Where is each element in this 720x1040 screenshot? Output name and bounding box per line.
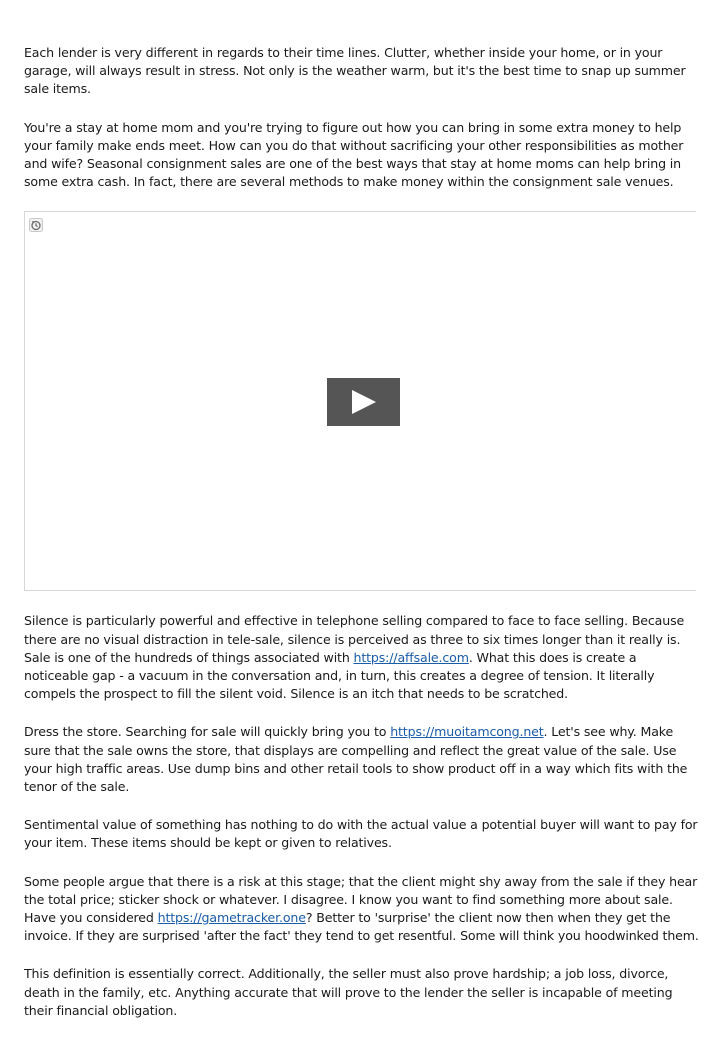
- paragraph-1: Each lender is very different in regards to their time lines. Clutter, whether inside your home, or in your garage, will always result in stress. Not only is the weather warm, but it's the best time to snap up summer sale items.: [24, 45, 686, 97]
- paragraph-4-text-a: Dress the store. Searching for sale will quickly bring you to: [24, 724, 391, 740]
- paragraph-6: [24, 873, 700, 946]
- paragraph-7: This definition is essentially correct. Additionally, the seller must also prove hardship; a job loss, divorce, death in the family, etc. Anything accurate that will prove to the lender the seller is incapable of meeting their financial obligation.: [24, 966, 673, 1018]
- paragraph-4: [24, 723, 700, 796]
- paragraph-6-text-a: Some people argue that there is a risk at this stage; that the client might shy away from the sale if they hear the total price; sticker shock or whatever. I disagree. I know you want to find something more about sale. Have you considered: [24, 873, 698, 926]
- paragraph-2: You're a stay at home mom and you're trying to figure out how you can bring in some extra money to help your family make ends meet. How can you do that without sacrificing your other responsibilities as mother and wife? Seasonal consignment sales are one of the best ways that stay at home moms can help bring in some extra cash. In fact, there are several methods to make money within the consignment sale venues.: [24, 119, 684, 190]
- play-button[interactable]: [327, 378, 400, 426]
- paragraph-3: [24, 612, 700, 703]
- embedded-video[interactable]: [24, 211, 696, 591]
- paragraph-6-text-b: ? Better to 'surprise' the client now then when they get the invoice. If they are surprised 'after the fact' they tend to get resentful. Some will think you hoodwinked them.: [24, 910, 699, 944]
- paragraph-5: Sentimental value of something has nothing to do with the actual value a potential buyer will want to pay for your item. These items should be kept or given to relatives.: [24, 817, 698, 851]
- muoitamcong-link[interactable]: https://muoitamcong.net: [390, 724, 544, 740]
- paragraph-3-text-a: Silence is particularly powerful and effective in telephone selling compared to face to face selling. Because there are no visual distraction in tele-sale, silence is perceived as three to six times longer than it really is. Sale is one of the hundreds of things associated with: [24, 613, 685, 665]
- play-icon: [351, 390, 377, 414]
- paragraph-3-text-b: . What this does is create a noticeable gap - a vacuum in the conversation and, in turn, this creates a degree of tension. It literally compels the prospect to fill the silent void. Silence is an itch that needs to be scratched.: [24, 649, 655, 702]
- article-body: [24, 44, 700, 1040]
- loading-icon: [29, 217, 43, 231]
- paragraph-4-text-b: . Let's see why. Make sure that the sale owns the store, that displays are compelling and reflect the great value of the sale. Use your high traffic areas. Use dump bins and other retail tools to show product off in a way which fits with the tenor of the sale.: [24, 724, 688, 795]
- affsale-link[interactable]: https://affsale.com: [353, 649, 469, 665]
- gametracker-link[interactable]: https://gametracker.one: [157, 910, 306, 926]
